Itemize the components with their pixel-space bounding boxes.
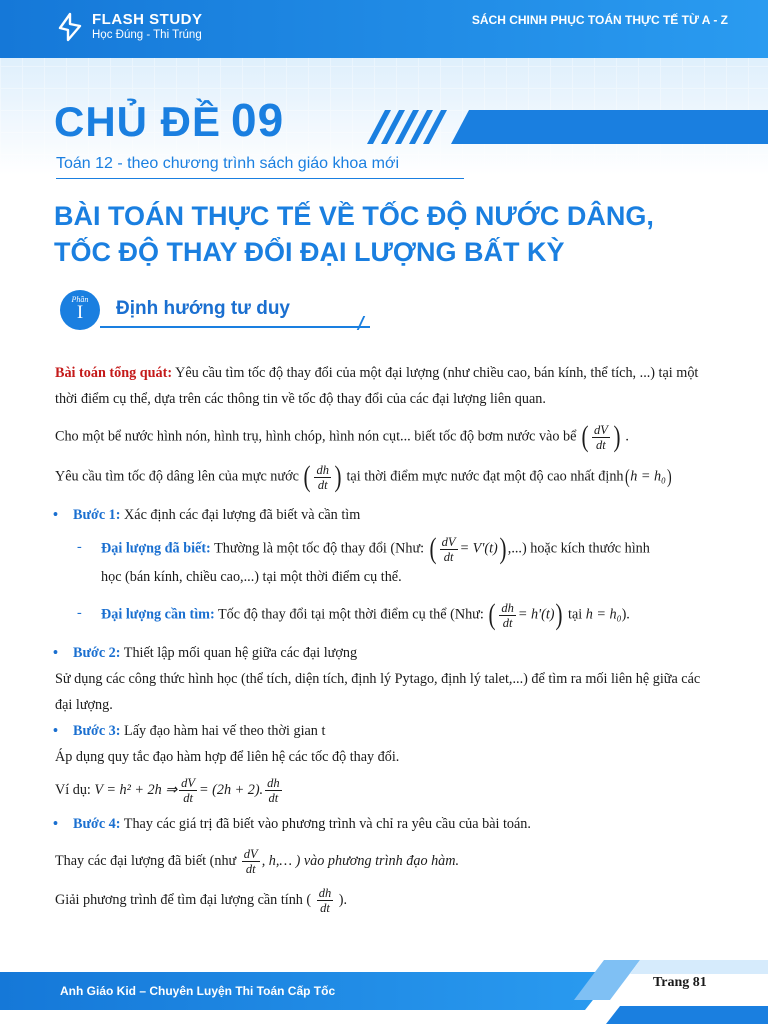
known-quantity-cont: học (bán kính, chiều cao,...) tại một thời điểm cụ thể. [101,569,402,585]
known-quantity: - Đại lượng đã biết: Thường là một tốc độ thay đổi (Như: ( $\frac{dV}{dt}$ = V'(t)) ,...) hoặc kích thước hình [55,534,715,564]
height-condition: h = h₀ [630,468,666,485]
subtitle-underline [56,178,464,179]
subtitle: Toán 12 - theo chương trình sách giáo khoa mới [56,155,399,172]
rise-rate-paragraph: Yêu cầu tìm tốc độ dâng lên của mực nước ( $\frac{dh}{dt}$ ) tại thời điểm mực nước đạt một độ cao nhất định(h = h₀) [55,460,672,493]
known-fraction: $\frac{dV}{dt}$ [441,534,456,564]
step-4-desc-b: , h,… ) vào phương trình đạo hàm. [261,852,460,869]
pump-rate-paragraph: Cho một bể nước hình nón, hình trụ, hình chóp, hình nón cụt... biết tốc độ bơm nước vào bể ( $\frac{dV}{dt}$ ) . [55,420,629,453]
topic-number: 09 [231,94,285,146]
page-header [0,0,768,175]
step-2-label: Bước 2: [73,645,121,661]
part-badge [60,290,100,330]
title-line-1: BÀI TOÁN THỰC TẾ VỀ TỐC ĐỘ NƯỚC DÂNG, [54,201,654,231]
page-number: Trang 81 [653,975,707,990]
general-text: Yêu cầu tìm tốc độ thay đổi của một đại lượng (như chiều cao, bán kính, thể tích, ...) tại một thời điểm cụ thể, dựa trên các thông tin về tốc độ thay đổi của các đại lượng liên quan. [55,365,699,407]
step-4-text: Thay các giá trị đã biết vào phương trình và chỉ ra yêu cầu của bài toán. [120,816,531,832]
step-4-fraction: $\frac{dV}{dt}$ [243,847,258,876]
step-1-text: Xác định các đại lượng đã biết và cần tìm [120,507,361,523]
step-1 [55,502,715,528]
target-text-b: tại [568,606,583,623]
rise-rate-text-a: Yêu cầu tìm tốc độ dâng lên của mực nước [55,468,299,485]
step-4-description [55,847,715,876]
target-text-a: Tốc độ thay đổi tại một thời điểm cụ thể (Như: [214,606,484,623]
main-content [55,360,715,915]
solve-fraction: $\frac{dh}{dt}$ [318,886,332,915]
brand-name: FLASH STUDY [92,11,203,28]
example-fraction-2: $\frac{dh}{dt}$ [267,776,280,805]
target-condition: h = h₀ [585,606,622,623]
series-title: SÁCH CHINH PHỤC TOÁN THỰC TẾ TỪ A - Z [471,13,728,27]
topic-label: CHỦ ĐỀ [54,98,222,145]
step-3-text: Lấy đạo hàm hai vế theo thời gian t [120,723,326,739]
step-4 [55,811,715,837]
part-label: Định hướng tư duy [116,298,290,319]
example-equation-a: V = h² + 2h ⇒ [94,781,178,798]
step-1-label: Bước 1: [73,507,121,523]
general-problem [55,360,715,412]
target-quantity: - Đại lượng cần tìm: Tốc độ thay đổi tại một thời điểm cụ thể (Như: ( $\frac{dh}{dt}$ = h'(t)) tại h = h₀). [55,600,715,630]
solve-line [55,886,715,915]
step-2 [55,640,715,666]
known-text-b: ,...) hoặc kích thước hình [507,540,650,557]
brand-slogan: Học Đúng - Thi Trúng [92,29,202,41]
part-roman-numeral: I [76,302,84,323]
step-2-description: Sử dụng các công thức hình học (thể tích, diện tích, định lý Pytago, định lý talet,...) để tìm ra mối liên hệ giữa các đại lượng. [55,671,701,713]
step-4-label: Bước 4: [73,816,121,832]
step-3-description: Áp dụng quy tắc đạo hàm hợp để liên hệ các tốc độ thay đổi. [55,749,400,765]
dh-dt-fraction: $\frac{dh}{dt}$ [316,462,329,492]
step-3 [55,718,715,744]
example [55,776,715,805]
known-label: Đại lượng đã biết: [101,540,211,557]
example-fraction-1: $\frac{dV}{dt}$ [181,776,196,805]
part-underline [100,326,370,328]
footer-text: Anh Giáo Kid – Chuyên Luyện Thi Toán Cấp Tốc [60,984,336,998]
page-title [54,198,654,270]
part-small-label: Phần [71,295,89,304]
general-label: Bài toán tổng quát: [55,365,173,381]
target-label: Đại lượng cần tìm: [101,606,215,623]
dV-dt-fraction: $\frac{dV}{dt}$ [593,422,608,452]
step-4-desc-a: Thay các đại lượng đã biết (như [55,852,237,869]
brand-logo [56,12,203,42]
pump-rate-text: Cho một bể nước hình nón, hình trụ, hình chóp, hình nón cụt... biết tốc độ bơm nước vào bể [55,428,577,445]
example-equation-b: = (2h + 2). [199,781,264,798]
solve-text-b: ). [338,891,348,908]
known-text-a: Thường là một tốc độ thay đổi (Như: [210,540,425,557]
decorative-stripes [355,110,768,144]
topic-heading [54,96,284,146]
step-3-label: Bước 3: [73,723,121,739]
title-line-2: TỐC ĐỘ THAY ĐỔI ĐẠI LƯỢNG BẤT KỲ [54,237,565,267]
target-equation: = h'(t) [517,606,555,623]
example-label: Ví dụ: [55,781,91,798]
step-2-text: Thiết lập mối quan hệ giữa các đại lượng [120,645,358,661]
known-equation: = V'(t) [459,540,498,557]
target-fraction: $\frac{dh}{dt}$ [501,600,514,630]
solve-text-a: Giải phương trình để tìm đại lượng cần tính ( [55,891,312,908]
rise-rate-text-b: tại thời điểm mực nước đạt một độ cao nhất định [346,468,624,485]
flash-logo-icon [56,12,84,42]
